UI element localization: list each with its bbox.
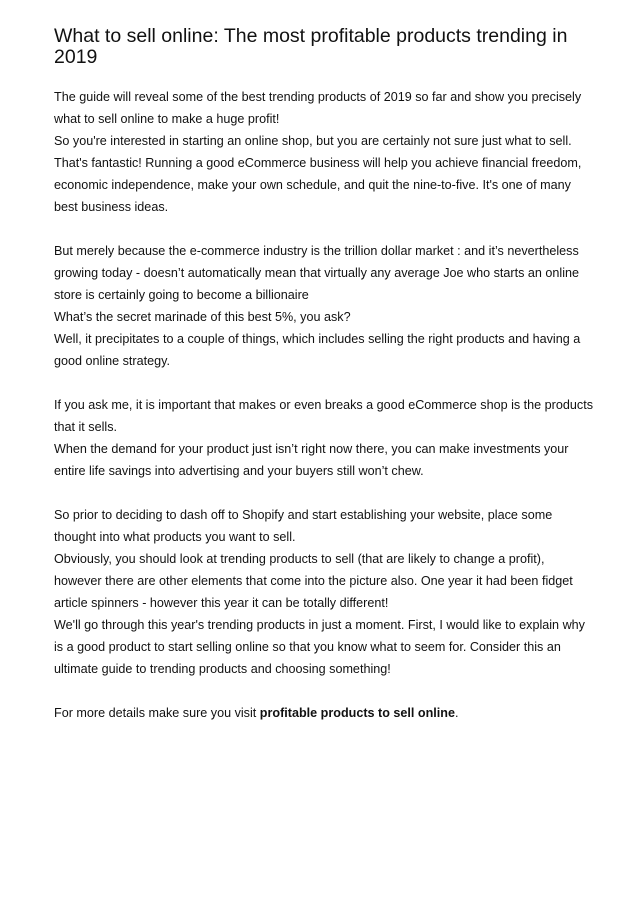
footer-prefix: For more details make sure you visit — [54, 706, 260, 720]
paragraph-3-line-2: When the demand for your product just isn’t right now there, you can make investments your entire life savings into advertising and your buyers still won’t chew. — [54, 442, 569, 478]
paragraph-3 — [54, 394, 594, 482]
footer-suffix: . — [455, 706, 459, 720]
page-title: What to sell online: The most profitable products trending in 2019 — [54, 25, 568, 68]
paragraph-2-line-1: But merely because the e-commerce industry is the trillion dollar market : and it’s nevertheless growing today - doesn’t automatically mean that virtually any average Joe who starts an online store is certainly going to become a billionaire — [54, 244, 580, 302]
paragraph-3-line-1: If you ask me, it is important that makes or even breaks a good eCommerce shop is the products that it sells. — [54, 398, 593, 434]
paragraph-1-line-2: So you're interested in starting an online shop, but you are certainly not sure just what to sell. That's fantastic! Running a good eCommerce business will help you achieve financial freedom, economic independence, make your own schedule, and quit the nine-to-five. It's one of many best business ideas. — [54, 134, 582, 214]
profitable-products-link[interactable]: profitable products to sell online — [259, 706, 455, 720]
paragraph-1 — [54, 86, 594, 218]
paragraph-2-line-3: Well, it precipitates to a couple of things, which includes selling the right products and having a good online strategy. — [54, 332, 581, 368]
paragraph-4-line-1: So prior to deciding to dash off to Shopify and start establishing your website, place some thought into what products you want to sell. — [54, 508, 553, 544]
paragraph-4-line-2: Obviously, you should look at trending products to sell (that are likely to change a profit), however there are other elements that come into the picture also. One year it had been fidget article spinners - however this year it can be totally different! — [54, 552, 573, 610]
paragraph-1-line-1: The guide will reveal some of the best trending products of 2019 so far and show you precisely what to sell online to make a huge profit! — [54, 90, 582, 126]
paragraph-4 — [54, 504, 594, 680]
document-body — [54, 86, 594, 724]
paragraph-2 — [54, 240, 594, 372]
paragraph-2-line-2: What’s the secret marinade of this best 5%, you ask? — [54, 310, 351, 324]
paragraph-4-line-3: We'll go through this year's trending products in just a moment. First, I would like to explain why is a good product to start selling online so that you know what to seem for. Consider this an ultimate guide to trending products and choosing something! — [54, 618, 585, 676]
document-page — [54, 26, 594, 746]
footer-paragraph — [54, 702, 594, 724]
